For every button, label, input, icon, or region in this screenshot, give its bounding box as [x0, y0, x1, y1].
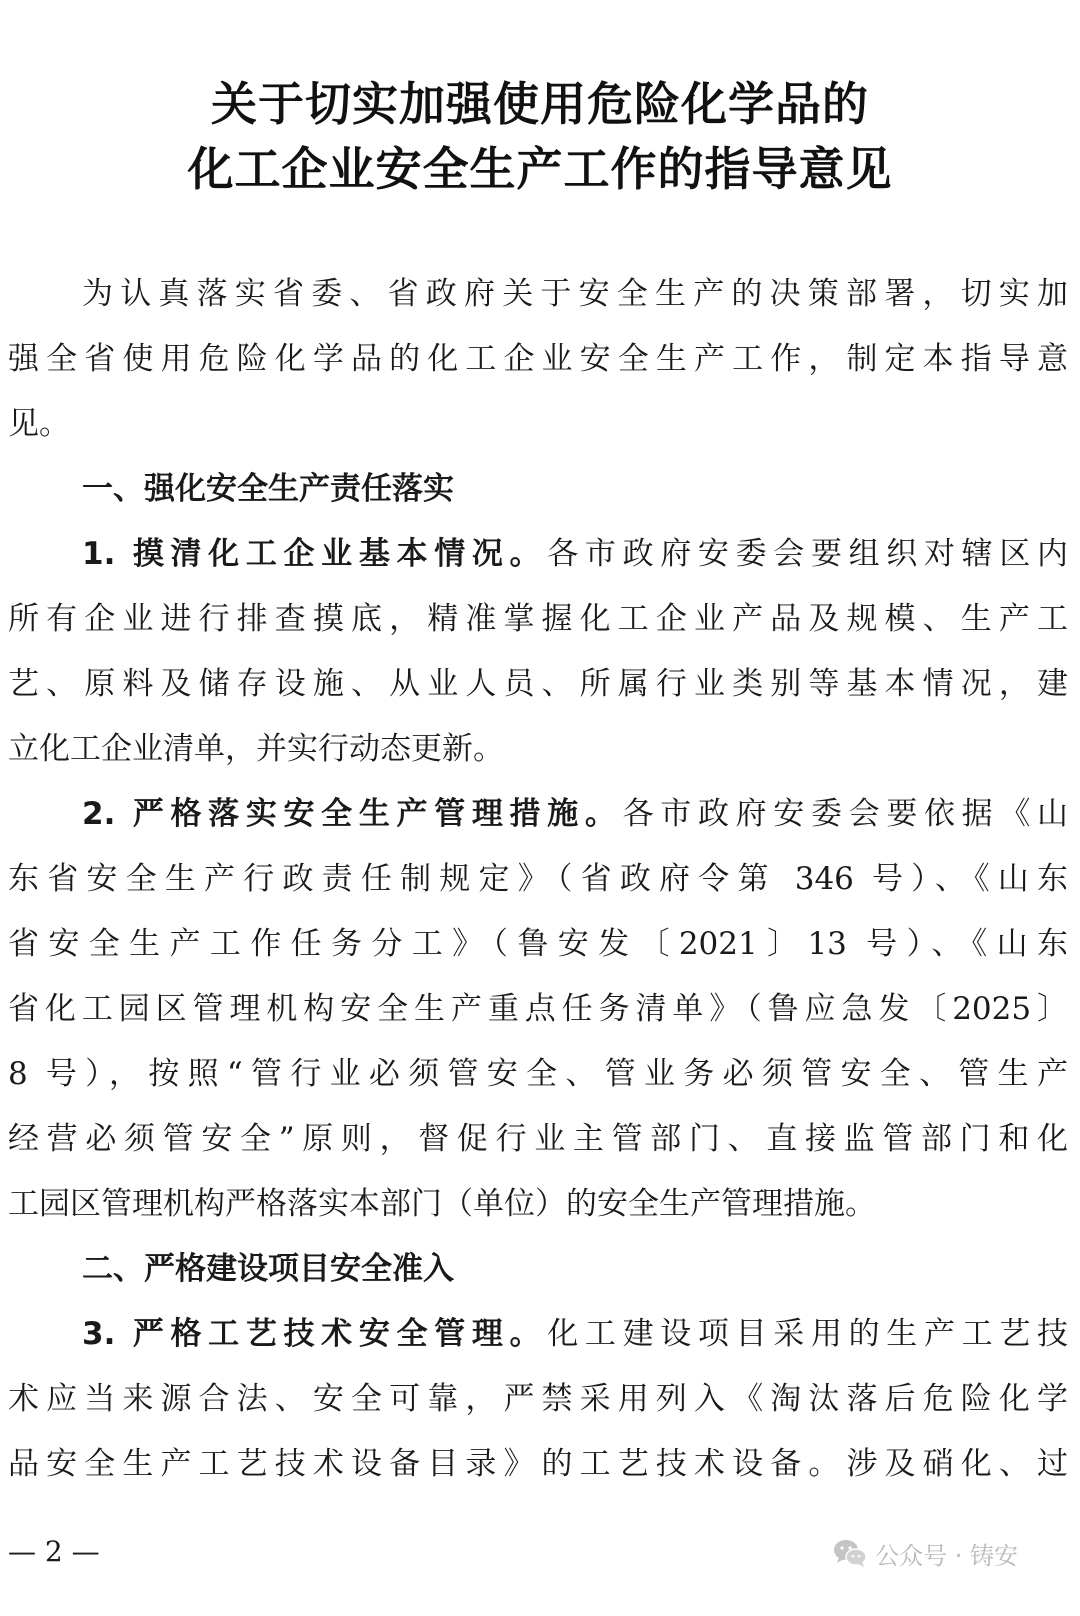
body-line: 东省安全生产行政责任制规定》（省政府令第 346 号）、《山东 — [8, 861, 1068, 897]
wechat-watermark — [833, 1535, 1018, 1571]
item-1-text: 各市政府安委会要组织对辖区内 — [547, 536, 1068, 572]
wechat-icon — [833, 1538, 867, 1568]
body-line: 为认真落实省委、省政府关于安全生产的决策部署，切实加 — [82, 276, 1068, 312]
watermark-text: 公众号 · 铸安 — [875, 1541, 1018, 1570]
body-line: 品安全生产工艺技术设备目录》的工艺技术设备。涉及硝化、过 — [8, 1446, 1068, 1482]
item-2-text: 各市政府安委会要依据《山 — [622, 796, 1069, 832]
section-heading-2: 二、严格建设项目安全准入 — [82, 1251, 454, 1287]
body-line: 8 号），按照“管行业必须管安全、管业务必须管安全、管生产 — [8, 1056, 1068, 1092]
body-line: 省化工园区管理机构安全生产重点任务清单》（鲁应急发〔2025〕 — [8, 991, 1068, 1027]
body-line: 术应当来源合法、安全可靠，严禁采用列入《淘汰落后危险化学 — [8, 1381, 1068, 1417]
document-title-line-2: 化工企业安全生产工作的指导意见 — [187, 142, 893, 196]
body-line: 经营必须管安全”原则，督促行业主管部门、直接监管部门和化 — [8, 1121, 1068, 1157]
item-2-title: 2. 严格落实安全生产管理措施。 — [82, 796, 623, 832]
item-3-first-line — [82, 1314, 1068, 1354]
document-title-line-1: 关于切实加强使用危险化学品的 — [211, 77, 869, 131]
item-2-first-line — [82, 794, 1068, 834]
body-line: 强全省使用危险化学品的化工企业安全生产工作，制定本指导意 — [8, 341, 1068, 377]
item-1-title: 1. 摸清化工企业基本情况。 — [82, 536, 548, 572]
body-line: 艺、原料及储存设施、从业人员、所属行业类别等基本情况，建 — [8, 666, 1068, 702]
item-3-text: 化工建设项目采用的生产工艺技 — [547, 1316, 1068, 1352]
body-line: 立化工企业清单，并实行动态更新。 — [8, 731, 504, 767]
body-line: 所有企业进行排查摸底，精准掌握化工企业产品及规模、生产工 — [8, 601, 1068, 637]
body-line: 工园区管理机构严格落实本部门（单位）的安全生产管理措施。 — [8, 1186, 876, 1222]
body-line: 省安全生产工作任务分工》（鲁安发〔2021〕13 号）、《山东 — [8, 926, 1068, 962]
item-3-title: 3. 严格工艺技术安全管理。 — [82, 1316, 548, 1352]
body-line: 见。 — [8, 406, 70, 442]
section-heading-1: 一、强化安全生产责任落实 — [82, 471, 454, 507]
page-number: — 2 — — [8, 1535, 100, 1568]
item-1-first-line — [82, 534, 1068, 574]
